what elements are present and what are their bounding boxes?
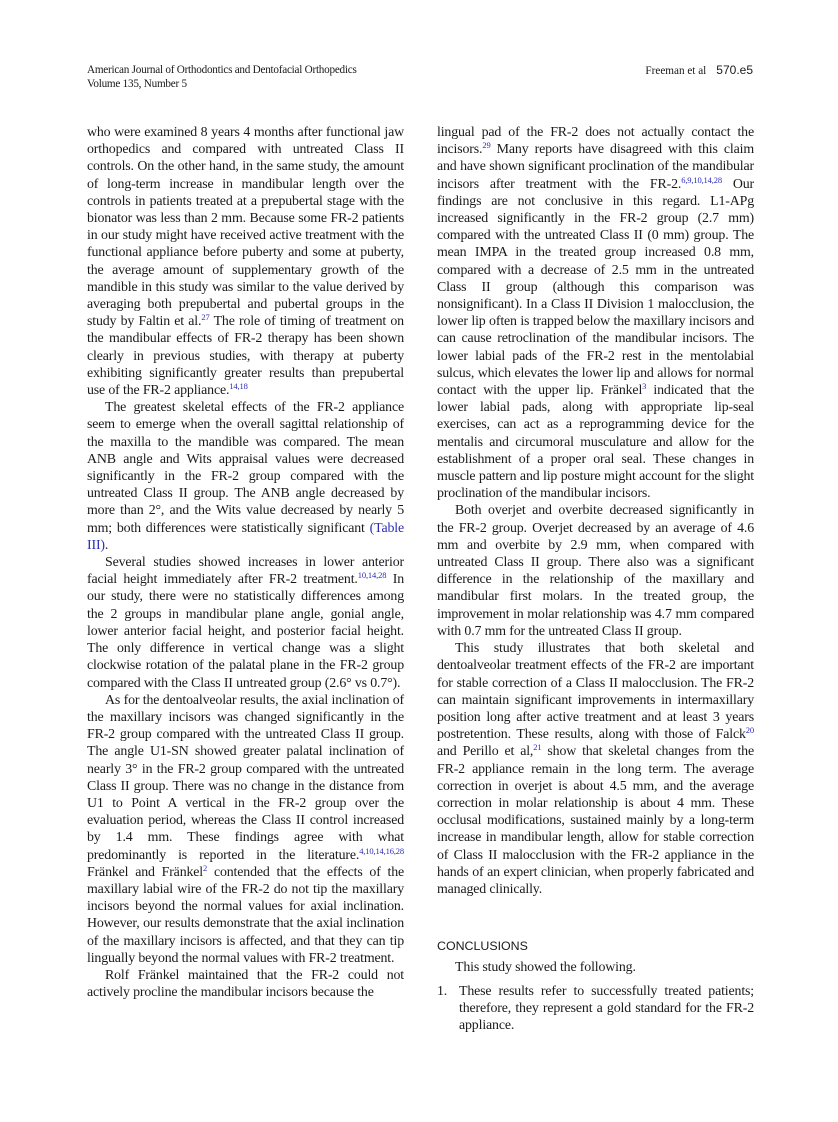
journal-title: American Journal of Orthodontics and Dentofacial Orthopedics (87, 64, 357, 76)
citation-link[interactable]: 3 (642, 381, 647, 392)
right-column (437, 124, 754, 1034)
page-number: 570.e5 (716, 63, 753, 77)
conclusions-list (437, 983, 754, 1035)
list-number: 1. (437, 983, 448, 999)
paragraph: This study illustrates that both skeletal and dentoalveolar treatment effects of the FR-2 are important for stable correction of a Class II malocclusion. The FR-2 can maintain significant improvements in intermaxillary position long after active treatment and at least 3 years postretention. These results, along with those of Falck$^{20}$ and Perillo et al,$^{21}$ show that skeletal changes from the FR-2 appliance remain in the long term. The average correction in overjet is about 4.5 mm, and the average correction in molar relationship is about 4 mm. These occlusal modifications, sustained mainly by a long-term increase in mandibular length, allow for stable correction of Class II malocclusion with the FR-2 appliance in the hands of an expert clinician, when properly fabricated and managed clinically. (437, 641, 754, 897)
section-heading-conclusions: CONCLUSIONS (437, 939, 528, 954)
paragraph: Several studies showed increases in lower anterior facial height immediately after FR-2 treatment.$^{10,14,28}$ In our study, there were no statistically differences among the 2 groups in mandibular plane angle, gonial angle, lower anterior facial height, and posterior facial height. The only difference in vertical change was a slight clockwise rotation of the palatal plane in the FR-2 group compared with the Class II untreated group (2.6° vs 0.7°). (87, 555, 405, 691)
table-link[interactable]: (Table III) (87, 520, 404, 553)
paragraph: Both overjet and overbite decreased significantly in the FR-2 group. Overjet decreased by an average of 4.6 mm and overbite by 2.9 mm, when compared with untreated Class II group. There also was a significant difference in the relationship of the maxillary and mandibular first molars. In the treated group, the improvement in molar relationship was 4.7 mm compared with 0.7 mm for the untreated Class II group. (437, 503, 754, 639)
left-column (87, 124, 404, 1001)
citation-link[interactable]: 29 (482, 140, 491, 151)
conclusions-intro: This study showed the following. (455, 960, 636, 976)
list-item (437, 983, 754, 1035)
citation-link[interactable]: 14,18 (229, 381, 248, 392)
citation-link[interactable]: 20 (745, 725, 754, 736)
citation-link[interactable]: 4,10,14,16,28 (359, 845, 404, 856)
citation-link[interactable]: 27 (201, 312, 210, 323)
paragraph: who were examined 8 years 4 months after functional jaw orthopedics and compared with untreated Class II controls. On the other hand, in the same study, the amount of long-term increase in mandibular length over the controls in patients treated at a prepubertal stage with the bionator was less than 2 mm. Because some FR-2 patients in our study might have received active treatment with the functional appliance before puberty and some at puberty, the average amount of supplementary growth of the mandible in this study was similar to the value derived by averaging both prepubertal and pubertal groups in the study by Faltin et al.$^{27}$ The role of timing of treatment on the mandibular effects of FR-2 therapy has been shown clearly in previous studies, with therapy at puberty exhibiting significantly greater results than prepubertal use of the FR-2 appliance.$^{14,18}$ (87, 125, 404, 399)
journal-volume: Volume 135, Number 5 (87, 78, 187, 90)
article-info (645, 63, 753, 78)
citation-link[interactable]: 21 (533, 742, 542, 753)
citation-link[interactable]: 2 (203, 862, 208, 873)
paragraph: The greatest skeletal effects of the FR-2 appliance seem to emerge when the overall sagittal relationship of the maxilla to the mandible was compared. The mean ANB angle and Wits appraisal values were decreased significantly in the FR-2 group compared with the untreated Class II group. The ANB angle decreased by more than 2°, and the Wits value decreased by nearly 5 mm; both differences were statistically significant (Table III). (87, 400, 404, 553)
citation-link[interactable]: 10,14,28 (357, 570, 387, 581)
citation-link[interactable]: 6,9,10,14,28 (681, 174, 722, 185)
journal-info (87, 63, 357, 91)
list-text: These results refer to successfully treated patients; therefore, they represent a gold standard for the FR-2 appliance. (459, 983, 754, 1033)
author-label: Freeman et al (645, 65, 707, 77)
paragraph: lingual pad of the FR-2 does not actually contact the incisors.$^{29}$ Many reports have disagreed with this claim and have shown significant proclination of the mandibular incisors after treatment with the FR-2.$^{6,9,10,14,28}$ Our findings are not conclusive in this regard. L1-APg increased significantly in the FR-2 group (2.7 mm) compared with the untreated Class II (0 mm) group. The mean IMPA in the treated group increased 0.8 mm, compared with a decrease of 2.5 mm in the untreated Class II group (although this comparison was nonsignificant). In a Class II Division 1 malocclusion, the lower lip often is trapped below the maxillary incisors and can cause retroclination of the mandibular incisors. The lower labial pads of the FR-2 rest in the mentolabial sulcus, which elevates the lower lip and allows for normal contact with the upper lip. Fränkel$^3$ indicated that the lower labial pads, along with appropriate lip-seal exercises, can act as a reprogramming device for the mentalis and circumoral musculature and allow for the establishment of a proper oral seal. These changes in muscle pattern and lip posture might account for the slight proclination of the mandibular incisors. (437, 125, 754, 502)
paragraph: Rolf Fränkel maintained that the FR-2 could not actively procline the mandibular incisors because the (87, 967, 404, 1001)
paragraph: As for the dentoalveolar results, the axial inclination of the maxillary incisors was changed significantly in the FR-2 group compared with the untreated Class II group. The angle U1-SN showed greater palatal inclination of nearly 3° in the FR-2 group compared with the untreated Class II group. There was no change in the distance from U1 to Point A vertical in the FR-2 group over the evaluation period, whereas the Class II control increased by 1.4 mm. These findings agree with what predominantly is reported in the literature.$^{4,10,14,16,28}$ Fränkel and Fränkel$^2$ contended that the effects of the maxillary labial wire of the FR-2 do not tip the maxillary incisors beyond the normal values for axial inclination. However, our results demonstrate that the axial inclination of the maxillary incisors is affected, and that they can tip lingually beyond the normal values with FR-2 treatment. (87, 692, 405, 966)
